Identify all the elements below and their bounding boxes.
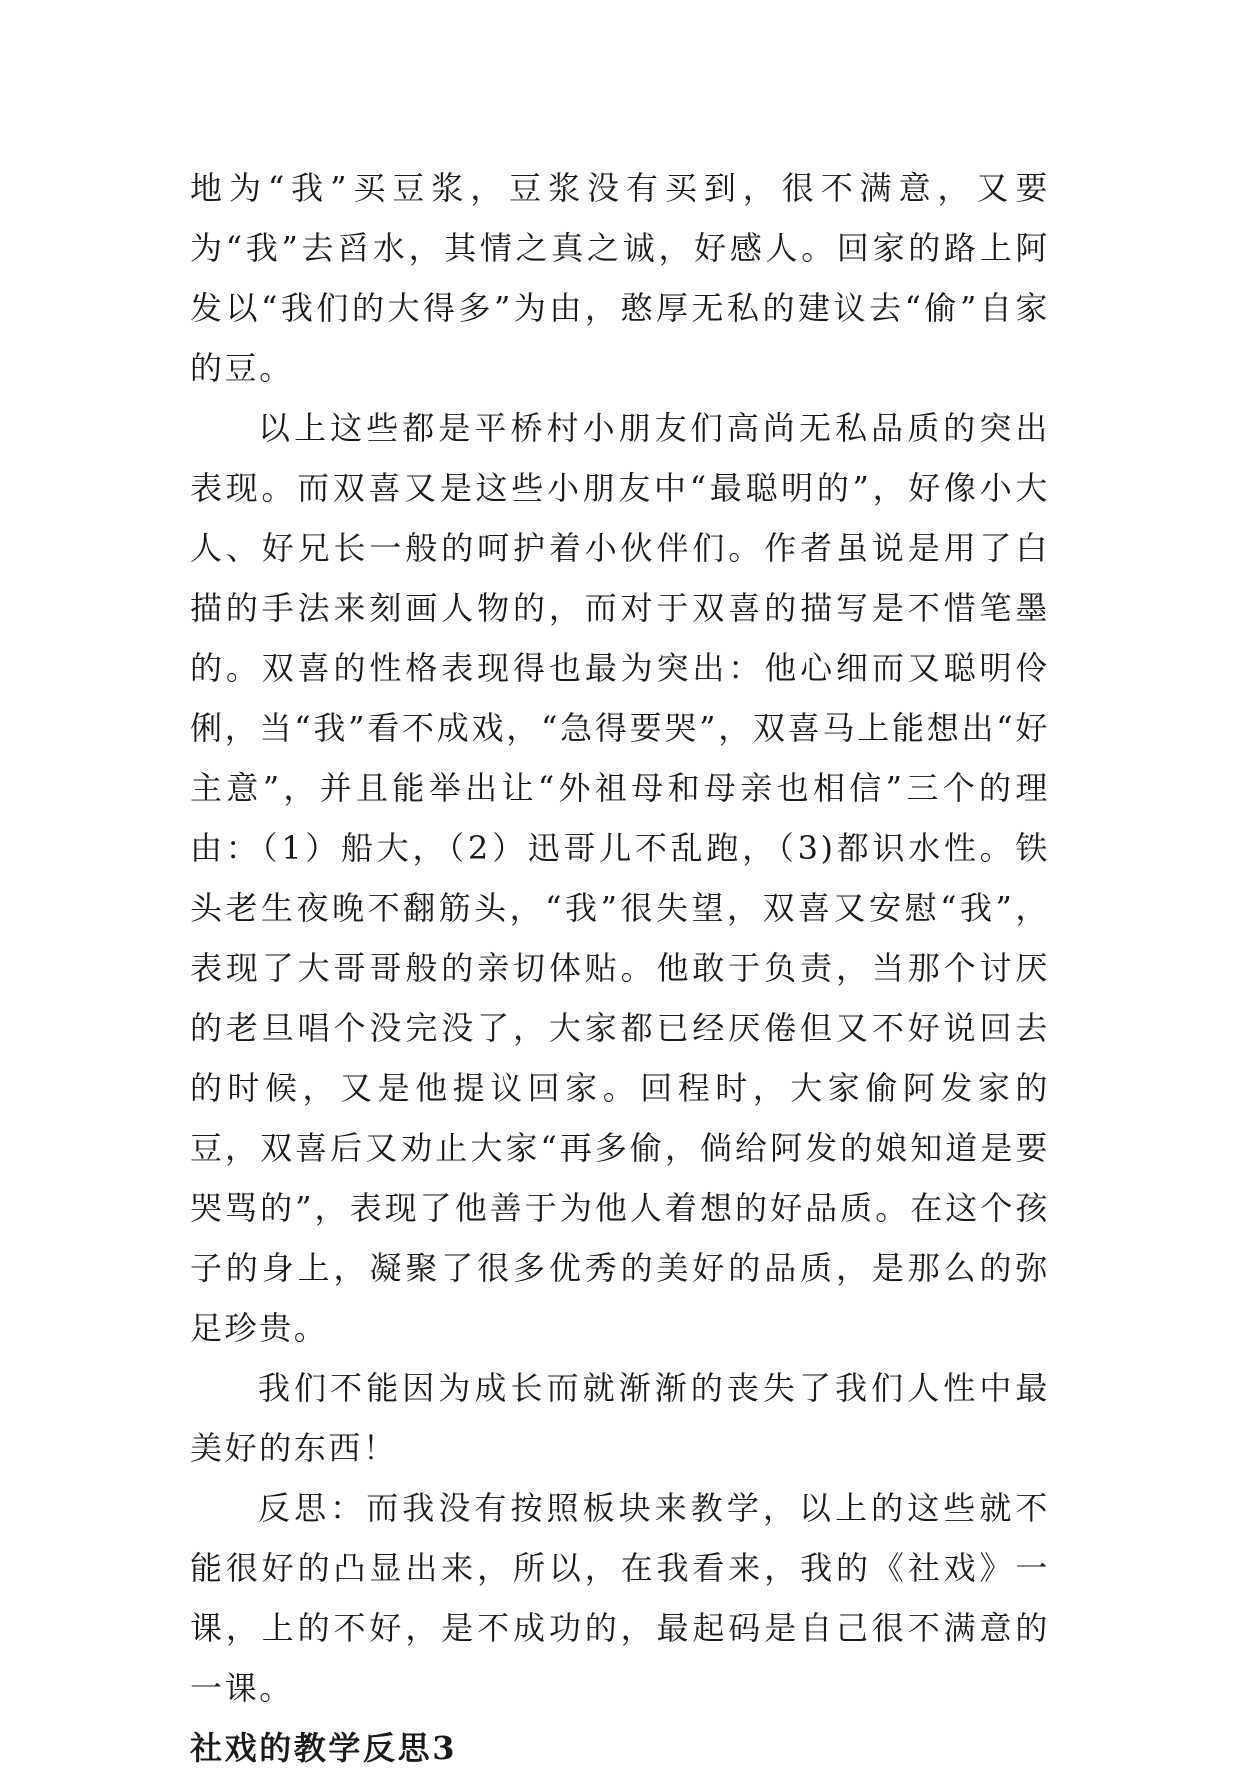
section-heading: 社戏的教学反思3 [190,1729,458,1767]
document-page [190,158,1050,1778]
paragraph-reflection: 反思：而我没有按照板块来教学，以上的这些就不能很好的凸显出来，所以，在我看来，我的《社戏》一课，上的不好，是不成功的，最起码是自己很不满意的一课。 [190,1489,1050,1707]
paragraph-conclusion: 我们不能因为成长而就渐渐的丧失了我们人性中最美好的东西！ [190,1369,1050,1467]
paragraph-continuation: 地为“我”买豆浆，豆浆没有买到，很不满意，又要为“我”去舀水，其情之真之诚，好感人。回家的路上阿发以“我们的大得多”为由，憨厚无私的建议去“偷”自家的豆。 [190,169,1050,387]
paragraph-shuangxi-analysis: 以上这些都是平桥村小朋友们高尚无私品质的突出表现。而双喜又是这些小朋友中“最聪明的”，好像小大人、好兄长一般的呵护着小伙伴们。作者虽说是用了白描的手法来刻画人物的，而对于双喜的描写是不惜笔墨的。双喜的性格表现得也最为突出：他心细而又聪明伶俐，当“我”看不成戏，“急得要哭”，双喜马上能想出“好主意”，并且能举出让“外祖母和母亲也相信”三个的理由：（1）船大，（2）迅哥儿不乱跑，（3)都识水性。铁头老生夜晚不翻筋头，“我”很失望，双喜又安慰“我”，表现了大哥哥般的亲切体贴。他敢于负责，当那个讨厌的老旦唱个没完没了，大家都已经厌倦但又不好说回去的时候，又是他提议回家。回程时，大家偷阿发家的豆，双喜后又劝止大家“再多偷，倘给阿发的娘知道是要哭骂的”，表现了他善于为他人着想的好品质。在这个孩子的身上，凝聚了很多优秀的美好的品质，是那么的弥足珍贵。 [190,409,1050,1347]
